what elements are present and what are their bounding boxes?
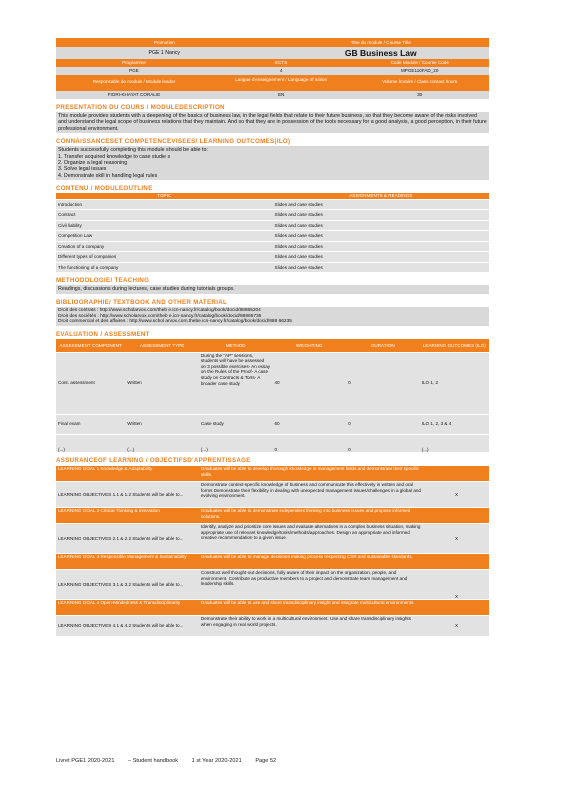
table-row [56,231,489,242]
method-cell: Case study [199,414,273,434]
contact-hours-label: Volume horaire / Class contact hours [382,79,458,84]
module-leader-value: FIORI-KHAYAT CORALIE [107,92,161,97]
goal-mark-cell [424,554,489,570]
duration-cell: 0 [346,414,420,434]
assessment-header-row [56,339,489,352]
header-row-6 [56,91,489,99]
ects-value: 4 [279,68,283,73]
goal-cell: LEARNING GOAL 2 Critical Thinking & Innovation [56,508,199,524]
component-cell: (...) [56,434,125,452]
objective-row [56,524,489,554]
bibliography-line: Droit des contrats : http://www.scholarvox.com/theb e.icn-nancy.fr/catalog/book/docid/88865204 [58,307,261,313]
weighting-cell: 60 [272,414,346,434]
presentation-heading: PRESENTATION DU COURS / MODULEDESCRIPTION [56,104,225,111]
assign-cell: Slides and case studies [273,231,490,242]
language-label: Langue d'enseignement / Language of tuition [235,77,328,82]
objective-row [56,616,489,636]
header-row-4 [56,67,489,75]
type-cell: Written [125,352,199,414]
footer-year: 1 st Year 2020-2021 [191,758,242,764]
goal-desc-cell: Graduates will be able to manage decisions making process respecting CSR and sustainable standards. [199,554,424,570]
topic-cell: Introduction [56,199,273,210]
assurance-heading: ASSURANCEOF LEARNING / OBJECTIFSD'APPRENTISSAGE [56,457,251,465]
objective-row [56,570,489,600]
outcome-item: 2. Organize a legal reasoning [58,160,128,167]
topic-cell: Contract [56,210,273,221]
topic-cell: Creation of a company [56,241,273,252]
goal-desc-cell: Graduates will be able to use and share transdisciplinary insight and integrate multicultural environments. [199,600,424,616]
objective-mark: X [424,524,489,554]
assign-cell: Slides and case studies [273,262,490,272]
page-footer [56,758,288,764]
objective-cell: LEARNING OBJECTIVES 2.1 & 2.2 Students will be able to... [56,524,199,554]
duration-cell: 0 [346,434,420,452]
footer-page: Page 52 [255,758,277,764]
objective-row [56,482,489,508]
course-sheet [56,38,489,636]
course-title-label: Titre du module / Course Title [350,40,411,45]
assign-cell: Slides and case studies [273,252,490,263]
outcome-item: 4. Demonstrate skill in handling legal rules [58,172,158,179]
language-value: EN [277,92,285,97]
outline-heading: CONTENU / MODULEOUTLINE [56,185,153,193]
ects-label: ECTS [275,60,288,65]
component-cell: Cont. assessment [56,352,125,414]
textbook-heading: BIBLIOGRAPHIE/ TEXTBOOK AND OTHER MATERIAL [56,298,228,306]
ilo-header: LEARNING OUTCOMES (ILO) [422,342,486,348]
contact-hours-value: 30 [417,92,423,97]
topic-cell: Different types of companies [56,252,273,263]
ilo-cell: ILO 1, 2 [420,352,489,414]
topic-cell: Competition Law [56,231,273,242]
footer-book: Livret PGE1 2020-2021 [56,758,115,764]
ilo-cell: ILO 1, 2, 3 & 4 [420,414,489,434]
promotion-label: Promotion [153,40,175,45]
weighting-cell: 0 [272,434,346,452]
component-header: ASSESSMENT COMPONENT [59,342,122,348]
topic-header: TOPIC [157,193,172,199]
programme-label: Programme [121,60,146,65]
objective-cell: LEARNING OBJECTIVES 4.1 & 4.2 Students will be able to... [56,616,199,636]
component-cell: Final exam [56,414,125,434]
weighting-cell: 40 [272,352,346,414]
goal-row [56,554,489,570]
teaching-heading: METHODOLOGIE/ TEACHING [56,277,150,285]
assign-cell: Slides and case studies [273,199,490,210]
header-row-3 [56,59,489,67]
goal-cell: LEARNING GOAL 1 Knowledge & Adaptability [56,466,199,482]
objective-mark: X [424,482,489,508]
table-row [56,252,489,263]
method-cell: (...) [199,434,273,452]
header-row-2 [56,47,489,59]
objective-cell: LEARNING OBJECTIVES 1.1 & 1.2 Students will be able to... [56,482,199,508]
objective-desc-cell: Construct well thought-out decisions, fully aware of their impact on the organization, people, and environment. Contribute as productive members to a project and demonstrate team management and leadership skills. [199,570,424,600]
table-row [56,199,489,210]
bibliography-line: Droit commercial et des affaires : http://www.schol arvox.com.thebe.icn-nancy.fr/catalog/book/docid/888 66235 [58,319,292,325]
table-row [56,414,489,434]
ilo-cell: (...) [420,434,489,452]
outcome-item: 1. Transfer acquired knowledge to case studie s [58,153,171,160]
duration-cell: 0 [346,352,420,414]
assign-cell: Slides and case studies [273,210,490,221]
outline-table [56,193,489,272]
duration-header: DURATION [371,342,395,348]
course-title-value: GB Business Law [344,48,417,58]
outcomes-block [56,146,489,180]
bibliography-line: Droit des sociétés : http://www.scholarvox.com/theb e.icn-nancy.fr/catalog/book/docid/88865735 [58,313,262,319]
table-row [56,220,489,231]
assurance-table [56,465,489,636]
assign-cell: Slides and case studies [273,220,490,231]
goal-cell: LEARNING GOAL 4 Open-Mindedness & Transdisciplinarity [56,600,199,616]
assessment-table [56,339,489,452]
assessment-heading: EVALUATION / ASSESSMENT [56,331,150,339]
textbook-block [56,307,489,326]
method-cell: During the "AP" sessions, students will have be assessed on 3 possible exercises- An essay on the Rules of the Proof- A case study on Contracts & Torts- A broader case study [199,352,273,414]
teaching-text: Readings, discussions during lectures, case studies during tutorials groups. [56,285,489,293]
topic-cell: The functioning of a company [56,262,273,272]
header-row-1 [56,38,489,47]
type-header: ASSESSMENT TYPE [139,342,185,348]
objective-desc-cell: Demonstrate context-specific knowledge of business and communicate this effectively in written and oral forms Demonstrate their flexibility in dealing with unexpected management issues/challenges in a global and evolving environment. [199,482,424,508]
module-leader-label: Responsable de module / Module leader [92,79,176,84]
goal-mark-cell [424,466,489,482]
table-row [56,352,489,414]
assign-cell: Slides and case studies [273,241,490,252]
presentation-text: This module provides students with a deepening of the basics of business law, in the legal fields that relate to their future business, so that they become aware of the risks involved and understand the legal scope of business relations that they maintain. And so that they are in possession of the tools necessary for a good analysis, a good perception, in their future professional environment. [56,112,489,133]
method-header: METHOD [225,342,246,348]
objective-cell: LEARNING OBJECTIVES 3.1 & 3.2 Students will be able to... [56,570,199,600]
goal-row [56,508,489,524]
header-row-5 [56,75,489,91]
type-cell: (...) [125,434,199,452]
outcomes-heading: CONNAISSANCESET COMPETENCEVISEES/ LEARNING OUTCOMES(ILO) [56,138,291,146]
goal-row [56,600,489,616]
table-row [56,241,489,252]
table-row [56,210,489,221]
weighting-header: WEIGHTING [296,342,323,348]
goal-row [56,466,489,482]
goal-desc-cell: Graduates will be able to demonstrate independent thinking into business issues and propose informed solutions. [199,508,424,524]
table-row [56,434,489,452]
goal-cell: LEARNING GOAL 3 Responsible Management & Sustainability [56,554,199,570]
course-code-label: Code Module / Course Code [390,60,449,65]
promotion-value: PGE 1 Nancy [148,50,180,56]
assignments-header: ASSIGNMENTS & READINGS [349,193,413,199]
goal-desc-cell: Graduates will be able to develop thorough knowledge in management fields and demonstrate their specific skills. [199,466,424,482]
objective-mark: X [424,616,489,636]
objective-mark: X [424,570,489,600]
objective-desc-cell: Demonstrate their ability to work in a multicultural environment. Use and share transdisciplinary insights when engaging in real world projects. [199,616,424,636]
footer-handbook: – Student handbook [128,758,179,764]
table-row [56,262,489,272]
goal-mark-cell [424,600,489,616]
goal-mark-cell [424,508,489,524]
outcome-item: 3. Solve legal issues [58,166,107,173]
objective-desc-cell: Identify, analyze and prioritize core issues and evaluate alternatives in a complex business situation, making appropriate use of relevant knowledge/tools/methods/approaches. Design an appropriate and informed creative recommendation to a given issue. [199,524,424,554]
type-cell: Written [125,414,199,434]
course-code-value: MPGE110FAD_20 [400,68,439,73]
topic-cell: Civil liability [56,220,273,231]
programme-value: PGE [129,68,139,73]
outcomes-intro: Students successfully completing this module should be able to: [58,147,208,154]
